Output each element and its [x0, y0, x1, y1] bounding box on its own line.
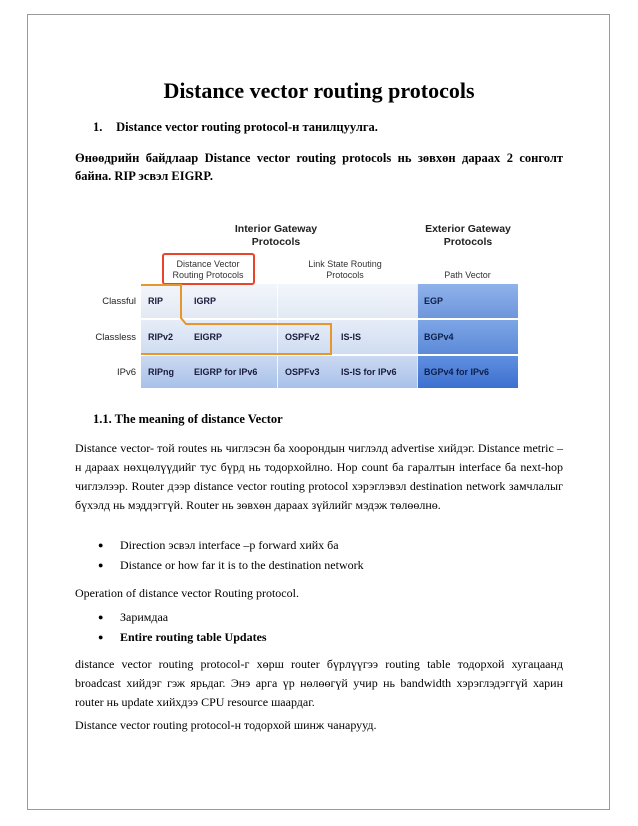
cell-isis: IS-IS [341, 332, 362, 342]
row-label-classless: Classless [95, 332, 136, 343]
path-vector-heading: Path Vector [444, 270, 491, 280]
cell-isis-ipv6: IS-IS for IPv6 [341, 367, 397, 377]
row-label-classful: Classful [102, 296, 136, 307]
cell-rip: RIP [148, 296, 164, 306]
operation-heading: Operation of distance vector Routing protocol. [75, 586, 299, 600]
cell-ripv2: RIPv2 [148, 332, 174, 342]
distance-vector-highlight-box [163, 254, 254, 284]
bullet-list-1 [98, 535, 364, 575]
section-number: 1.1. [93, 412, 112, 426]
bullet-icon: ● [98, 632, 104, 642]
bullet-icon: ● [98, 560, 104, 570]
list-item: ● Entire routing table Updates [98, 627, 267, 647]
paragraph-characteristics: Distance vector routing protocol-н тодорхой шинж чанарууд. [75, 718, 377, 732]
section-number: 1. [93, 120, 103, 134]
exterior-gateway-heading: Exterior Gateway Protocols [425, 223, 511, 248]
bullet-icon: ● [98, 612, 104, 622]
bullet-list-2 [98, 607, 267, 647]
cell-bgpv4: BGPv4 [424, 332, 454, 342]
routing-protocols-diagram [76, 214, 562, 390]
bullet-icon: ● [98, 540, 104, 550]
cell-egp: EGP [424, 296, 444, 306]
cell-eigrp: EIGRP [194, 332, 223, 342]
page-title: Distance vector routing protocols [163, 78, 475, 103]
list-item: ● Direction эсвэл interface –р forward хийх ба [98, 535, 364, 555]
paragraph-broadcast: distance vector routing protocol-г хөрш router бүрлүүгээ routing table тодорхой хугацаанд broadcast хийдэг гэж ярьдаг. Энэ арга үр нөлөөгүй учир нь bandwidth хэрэглэдэггүй харин router нь update хийхдээ CPU resource шаардаг. [75, 657, 563, 709]
cell-ospfv2: OSPFv2 [285, 332, 320, 342]
section-heading-1-1 [93, 412, 283, 427]
distance-vector-heading: Distance Vector Routing Protocols [172, 259, 244, 280]
section-heading-1 [93, 120, 378, 135]
row-label-ipv6: IPv6 [116, 367, 136, 378]
distance-vector-highlight [76, 214, 562, 390]
section-title: Distance vector routing protocol-н танилцуулга. [116, 120, 378, 134]
interior-gateway-heading: Interior Gateway Protocols [234, 223, 318, 248]
list-item: ● Заримдаа [98, 607, 267, 627]
section-title: The meaning of distance Vector [114, 412, 283, 426]
cell-ripng: RIPng [148, 367, 174, 377]
cell-igrp: IGRP [194, 296, 217, 306]
list-item: ● Distance or how far it is to the destination network [98, 555, 364, 575]
paragraph-distance-vector: Distance vector- той routes нь чиглэсэн ба хоорондын чиглэлд advertise хийдэг. Distance metric –н дараах нөхцөлүүдийг тус бүрд нь тодорхойлно. Hop count ба гаралтын interface ба next-hop чиглэлээр. Router дээр distance vector routing protocol хэрэглэвэл destination network замчлалыг бүхэлд нь мэддэггүй. Router нь зөвхөн дараах зүйлийг мэдэж төлөөлнө. [75, 441, 563, 512]
cell-eigrp-ipv6: EIGRP for IPv6 [194, 367, 258, 377]
highlight-outline-dv-cells [141, 285, 331, 354]
cell-ospfv3: OSPFv3 [285, 367, 320, 377]
cell-bgpv4-ipv6: BGPv4 for IPv6 [424, 367, 490, 377]
link-state-heading: Link State Routing Protocols [308, 259, 382, 280]
intro-paragraph: Өнөөдрийн байдлаар Distance vector routing protocols нь зөвхөн дараах 2 сонголт байна. RIP эсвэл EIGRP. [75, 151, 563, 183]
